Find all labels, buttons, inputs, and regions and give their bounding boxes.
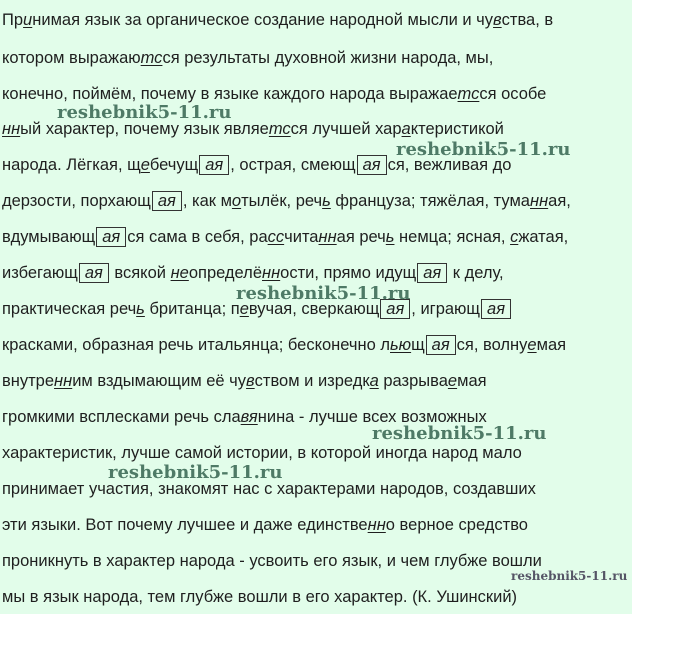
spelling-mark: с (510, 228, 519, 246)
ending-box: ая (79, 263, 109, 283)
text-segment: нимая язык за органическое создание народной мысли и чу (32, 11, 494, 29)
spelling-mark: ью (390, 336, 412, 354)
spelling-mark: нн (54, 372, 73, 390)
text-segment: француза; тяжёлая, тума (330, 192, 530, 210)
text-segment: всякой (109, 264, 171, 282)
text-line (2, 48, 493, 68)
text-segment: характеристик, лучше самой истории, в которой иногда народ мало (2, 444, 522, 462)
text-segment: чита (284, 228, 319, 246)
text-segment: ый характер, почему язык являе (20, 120, 269, 138)
spelling-mark: нн (530, 192, 549, 210)
text-segment: ства, в (501, 11, 554, 29)
spelling-mark: е (527, 336, 537, 354)
text-line (2, 371, 487, 391)
text-line (2, 227, 568, 247)
text-segment: мая (457, 372, 487, 390)
text-line (2, 587, 517, 607)
text-segment: им вздымающим её чу (72, 372, 247, 390)
ending-box: ая (357, 155, 387, 175)
text-line (2, 335, 566, 355)
text-line (2, 191, 571, 211)
text-segment: , острая, смеющ (230, 156, 356, 174)
text-segment: мая (536, 336, 567, 354)
text-segment: щ (411, 336, 425, 354)
text-segment: , как м (182, 192, 232, 210)
text-segment: народа. Лёгкая, щ (2, 156, 141, 174)
text-segment: ости, прямо идущ (280, 264, 417, 282)
text-segment: дерзости, порхающ (2, 192, 151, 210)
text-segment: конечно, поймём, почему в языке каждого народа выражае (2, 85, 458, 103)
text-line (2, 10, 553, 30)
ending-box: ая (380, 299, 410, 319)
spelling-mark: е (140, 156, 150, 174)
text-segment: вдумывающ (2, 228, 96, 246)
spelling-mark: о (231, 192, 242, 210)
text-line (2, 84, 546, 104)
text-line (2, 551, 542, 571)
spelling-mark: а (401, 120, 411, 138)
text-segment: ся, волну (456, 336, 528, 354)
text-segment: ся лучшей хар (290, 120, 402, 138)
text-segment: принимает участия, знакомят нас с характерами народов, создавших (2, 480, 536, 498)
text-segment: проникнуть в характер народа - усвоить его язык, и чем глубже вошли (2, 552, 542, 570)
spelling-mark: вя (240, 408, 258, 426)
ending-box: ая (481, 299, 511, 319)
spelling-mark: тс (457, 85, 480, 103)
ending-box: ая (417, 263, 447, 283)
text-segment: определё (188, 264, 262, 282)
text-segment: громкими всплесками речь сла (2, 408, 241, 426)
watermark: reshebnik5-11.ru (236, 283, 411, 304)
text-segment: ством и изредк (254, 372, 370, 390)
text-segment: избегающ (2, 264, 78, 282)
text-line (2, 263, 504, 283)
text-segment: , играющ (411, 300, 481, 318)
text-segment: бечущ (149, 156, 199, 174)
text-segment: ся результаты духовной жизни народа, мы, (162, 49, 494, 67)
text-segment: жатая, (518, 228, 569, 246)
text-segment: разрыва (378, 372, 448, 390)
watermark: reshebnik5-11.ru (372, 423, 547, 444)
text-segment: вучая, сверкающ (248, 300, 380, 318)
spelling-mark: в (493, 11, 502, 29)
spelling-mark: нн (262, 264, 281, 282)
text-line (2, 443, 522, 463)
text-segment: ся, вежливая до (387, 156, 512, 174)
ending-box: ая (152, 191, 182, 211)
watermark: reshebnik5-11.ru (396, 139, 571, 160)
text-segment: котором выражаю (2, 49, 141, 67)
text-segment: практическая реч (2, 300, 137, 318)
spelling-mark: е (239, 300, 249, 318)
text-segment: к делу, (448, 264, 504, 282)
text-segment: о верное средство (385, 516, 528, 534)
text-segment: ая, (548, 192, 571, 210)
spelling-mark: а (369, 372, 379, 390)
text-segment: ся особе (479, 85, 547, 103)
text-segment: немца; ясная, (394, 228, 511, 246)
watermark: reshebnik5-11.ru (57, 102, 232, 123)
spelling-mark: ь (385, 228, 395, 246)
text-segment: эти языки. Вот почему лучшее и даже единстве (2, 516, 368, 534)
text-segment: внутре (2, 372, 55, 390)
spelling-mark: не (170, 264, 189, 282)
spelling-mark: сс (267, 228, 285, 246)
ending-box: ая (96, 227, 126, 247)
text-segment: ая реч (336, 228, 386, 246)
ending-box: ая (199, 155, 229, 175)
spelling-mark: ь (322, 192, 331, 210)
text-segment: мы в язык народа, тем глубже вошли в его характер. (К. Ушинский) (2, 588, 518, 606)
watermark: reshebnik5-11.ru (108, 462, 283, 483)
text-segment: тылёк, реч (241, 192, 323, 210)
spelling-mark: е (447, 372, 458, 390)
spelling-mark: тс (140, 49, 163, 67)
spelling-mark: нн (2, 120, 21, 138)
spelling-mark: нн (367, 516, 386, 534)
spelling-mark: ь (136, 300, 145, 318)
watermark: reshebnik5-11.ru (511, 569, 628, 583)
text-line (2, 515, 528, 535)
text-segment: ктеристикой (410, 120, 504, 138)
spelling-mark: тс (268, 120, 291, 138)
text-segment: красками, образная речь итальянца; бесконечно л (2, 336, 390, 354)
spelling-mark: и (23, 11, 33, 29)
text-segment: британца; п (144, 300, 240, 318)
spelling-mark: в (246, 372, 255, 390)
text-segment: Пр (2, 11, 24, 29)
ending-box: ая (426, 335, 456, 355)
text-segment: нина - лучше всех возможных (257, 408, 487, 426)
text-segment: ся сама в себя, ра (127, 228, 268, 246)
spelling-mark: нн (318, 228, 337, 246)
